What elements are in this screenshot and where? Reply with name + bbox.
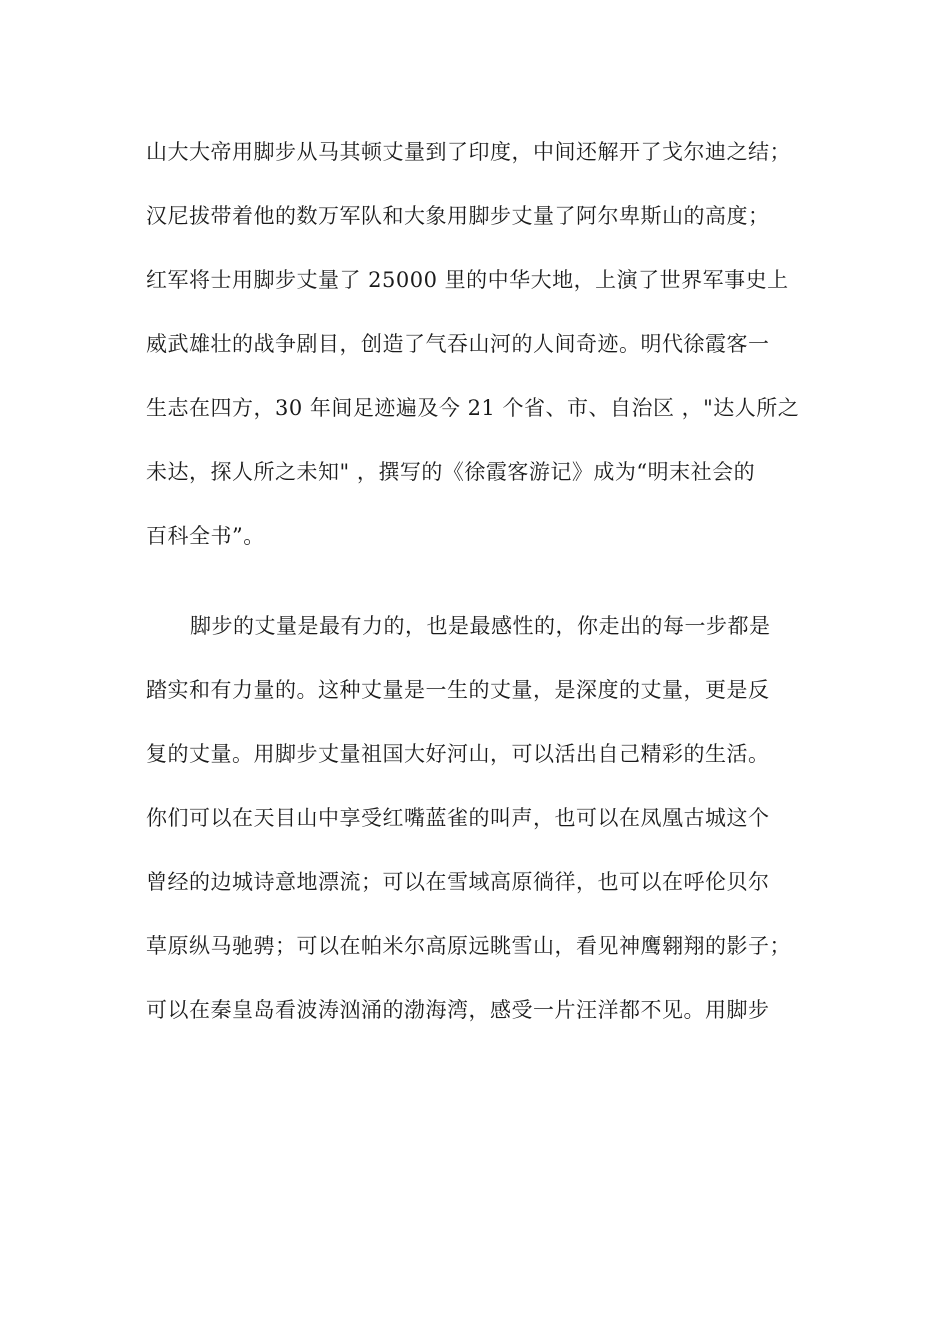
text-line: 脚步的丈量是最有力的，也是最感性的，你走出的每一步都是 xyxy=(190,614,771,638)
text-line: 草原纵马驰骋；可以在帕米尔高原远眺雪山，看见神鹰翱翔的影子； xyxy=(146,934,791,958)
text-line: 生志在四方，30 年间足迹遍及今 21 个省、市、自治区 ，"达人所之 xyxy=(146,396,800,420)
paragraph-gap xyxy=(146,574,816,600)
text-line: 百科全书”。 xyxy=(146,524,265,548)
text-line: 未达，探人所之未知" ，撰写的《徐霞客游记》成为“明末社会的 xyxy=(146,460,756,484)
body-text xyxy=(146,126,816,1048)
text-line: 汉尼拔带着他的数万军队和大象用脚步丈量了阿尔卑斯山的高度； xyxy=(146,204,770,228)
text-line: 踏实和有力量的。这种丈量是一生的丈量，是深度的丈量，更是反 xyxy=(146,678,770,702)
text-line: 山大大帝用脚步从马其顿丈量到了印度，中间还解开了戈尔迪之结； xyxy=(146,140,791,164)
text-line: 你们可以在天目山中享受红嘴蓝雀的叫声，也可以在凤凰古城这个 xyxy=(146,806,770,830)
text-line: 复的丈量。用脚步丈量祖国大好河山，可以活出自己精彩的生活。 xyxy=(146,742,770,766)
paragraph-1 xyxy=(146,126,816,574)
text-line: 红军将士用脚步丈量了 25000 里的中华大地，上演了世界军事史上 xyxy=(146,268,789,292)
paragraph-2 xyxy=(146,600,816,1048)
text-line: 威武雄壮的战争剧目，创造了气吞山河的人间奇迹。明代徐霞客一 xyxy=(146,332,770,356)
text-line: 曾经的边城诗意地漂流；可以在雪域高原徜徉，也可以在呼伦贝尔 xyxy=(146,870,770,894)
text-line: 可以在秦皇岛看波涛汹涌的渤海湾，感受一片汪洋都不见。用脚步 xyxy=(146,998,770,1022)
